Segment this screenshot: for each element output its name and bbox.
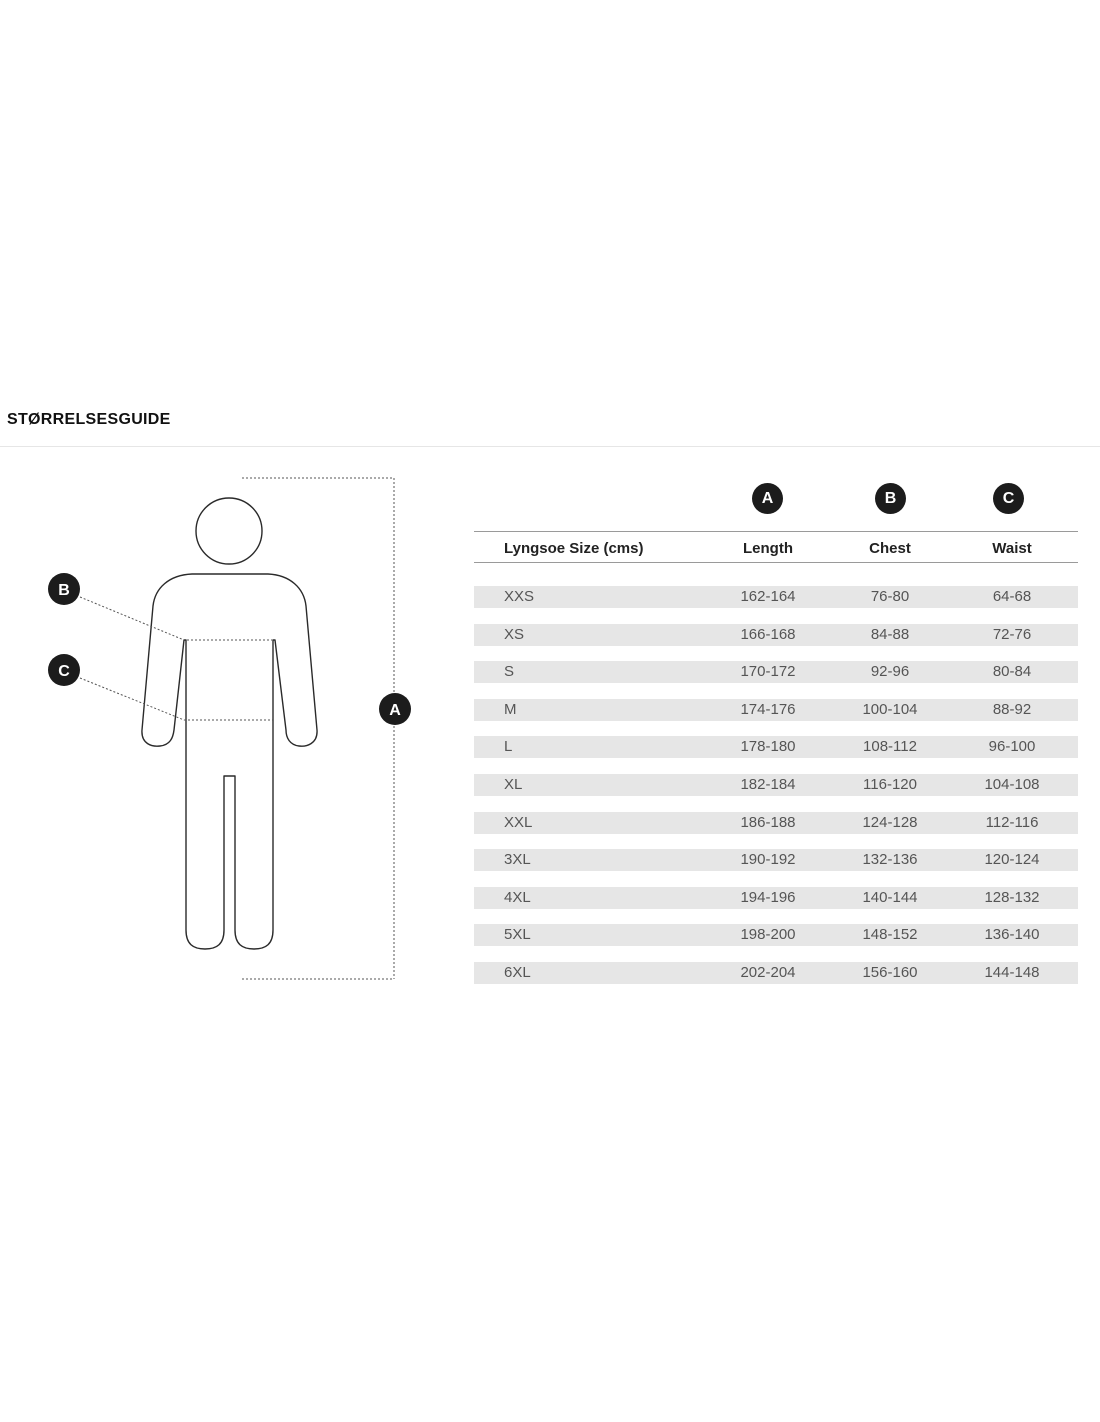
page-title: STØRRELSESGUIDE <box>7 411 171 428</box>
cell-size: 6XL <box>504 963 531 981</box>
cell-size: XXL <box>504 813 533 831</box>
marker-a-label: A <box>389 702 401 719</box>
body-measurement-figure <box>0 0 460 1422</box>
cell-size: XS <box>504 625 525 643</box>
header-size: Lyngsoe Size (cms) <box>504 540 644 557</box>
table-body <box>474 586 1078 984</box>
waist-badge: C <box>993 483 1024 514</box>
table-row: M 174-176 100-104 88-92 <box>474 699 1078 721</box>
size-table <box>474 480 1078 1000</box>
marker-b-label: B <box>58 582 70 599</box>
b-leader-line <box>80 597 184 640</box>
table-header: Lyngsoe Size (cms) Length Chest Waist <box>504 540 1032 557</box>
length-badge: A <box>752 483 783 514</box>
figure-body-outline <box>142 574 317 949</box>
table-row: XXS 162-164 76-80 64-68 <box>474 586 1078 608</box>
header-bottom-rule <box>474 562 1078 563</box>
table-row: S 170-172 92-96 80-84 <box>474 661 1078 683</box>
cell-size: S <box>504 663 515 681</box>
cell-size: L <box>504 738 513 756</box>
marker-c-label: C <box>58 663 70 680</box>
cell-size: 3XL <box>504 851 531 869</box>
table-row: XS 166-168 84-88 72-76 <box>474 624 1078 646</box>
chest-badge: B <box>875 483 906 514</box>
table-row: XXL 186-188 124-128 112-116 <box>474 812 1078 834</box>
table-row: 5XL 198-200 148-152 136-140 <box>474 924 1078 946</box>
cell-size: M <box>504 700 517 718</box>
cell-size: XXS <box>504 588 535 605</box>
table-row: 3XL 190-192 132-136 120-124 <box>474 849 1078 871</box>
figure-head <box>196 498 262 564</box>
table-row: XL 182-184 116-120 104-108 <box>474 774 1078 796</box>
column-badges <box>474 480 1078 531</box>
table-row: 4XL 194-196 140-144 128-132 <box>474 887 1078 909</box>
table-row: 6XL 202-204 156-160 144-148 <box>474 962 1078 984</box>
cell-size: 4XL <box>504 888 531 906</box>
cell-size: 5XL <box>504 926 531 944</box>
table-row: L 178-180 108-112 96-100 <box>474 736 1078 758</box>
c-leader-line <box>80 678 184 720</box>
cell-size: XL <box>504 775 523 793</box>
